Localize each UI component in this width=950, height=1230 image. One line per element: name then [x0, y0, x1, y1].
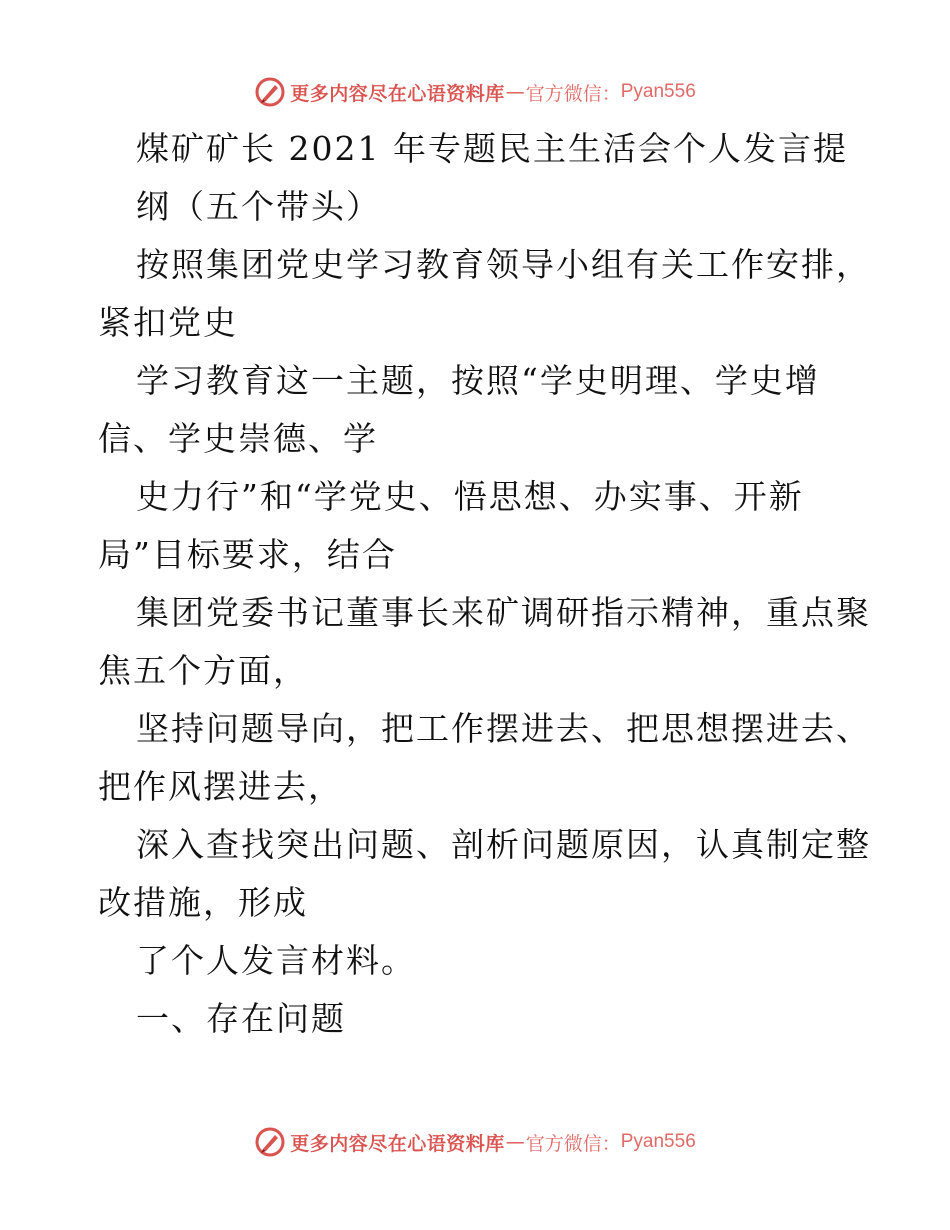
watermark-sub-text: 官方微信：: [525, 82, 621, 105]
pen-logo-icon: [254, 76, 286, 108]
paragraph-line: 焦五个方面，: [98, 651, 308, 690]
watermark-dash: —: [505, 81, 525, 103]
paragraph-line: 史力行”和“学党史、悟思想、办实事、开新: [136, 477, 804, 516]
watermark-main-text: 更多内容尽在心语资料库: [290, 1132, 505, 1155]
document-title-line-2: 纲（五个带头）: [136, 187, 381, 226]
paragraph-line: 坚持问题导向，把工作摆进去、把思想摆进去、: [136, 709, 871, 748]
pen-logo-icon: [254, 1126, 286, 1158]
paragraph-line: 局”目标要求，结合: [98, 535, 397, 574]
header-watermark: [0, 72, 950, 112]
watermark-main-text: 更多内容尽在心语资料库: [290, 82, 505, 105]
paragraph-line: 学习教育这一主题，按照“学史明理、学史增: [136, 361, 820, 400]
document-body: [98, 120, 871, 1048]
watermark-wechat-id: Pyan556: [620, 1131, 696, 1152]
paragraph-line: 紧扣党史: [98, 303, 238, 342]
paragraph-line: 按照集团党史学习教育领导小组有关工作安排，: [136, 245, 871, 284]
paragraph-line: 深入查找突出问题、剖析问题原因，认真制定整: [136, 825, 871, 864]
paragraph-line: 集团党委书记董事长来矿调研指示精神，重点聚: [136, 593, 871, 632]
paragraph-line: 把作风摆进去，: [98, 767, 343, 806]
paragraph-line: 信、学史崇德、学: [98, 419, 378, 458]
document-title-line-1: 煤矿矿长 2021 年专题民主生活会个人发言提: [136, 129, 848, 168]
paragraph-line: 了个人发言材料。: [136, 941, 416, 980]
watermark-wechat-id: Pyan556: [620, 81, 696, 102]
section-heading: 一、存在问题: [136, 999, 346, 1038]
watermark-sub-text: 官方微信：: [525, 1132, 621, 1155]
footer-watermark: [0, 1122, 950, 1162]
watermark-dash: —: [505, 1131, 525, 1153]
paragraph-line: 改措施，形成: [98, 883, 308, 922]
